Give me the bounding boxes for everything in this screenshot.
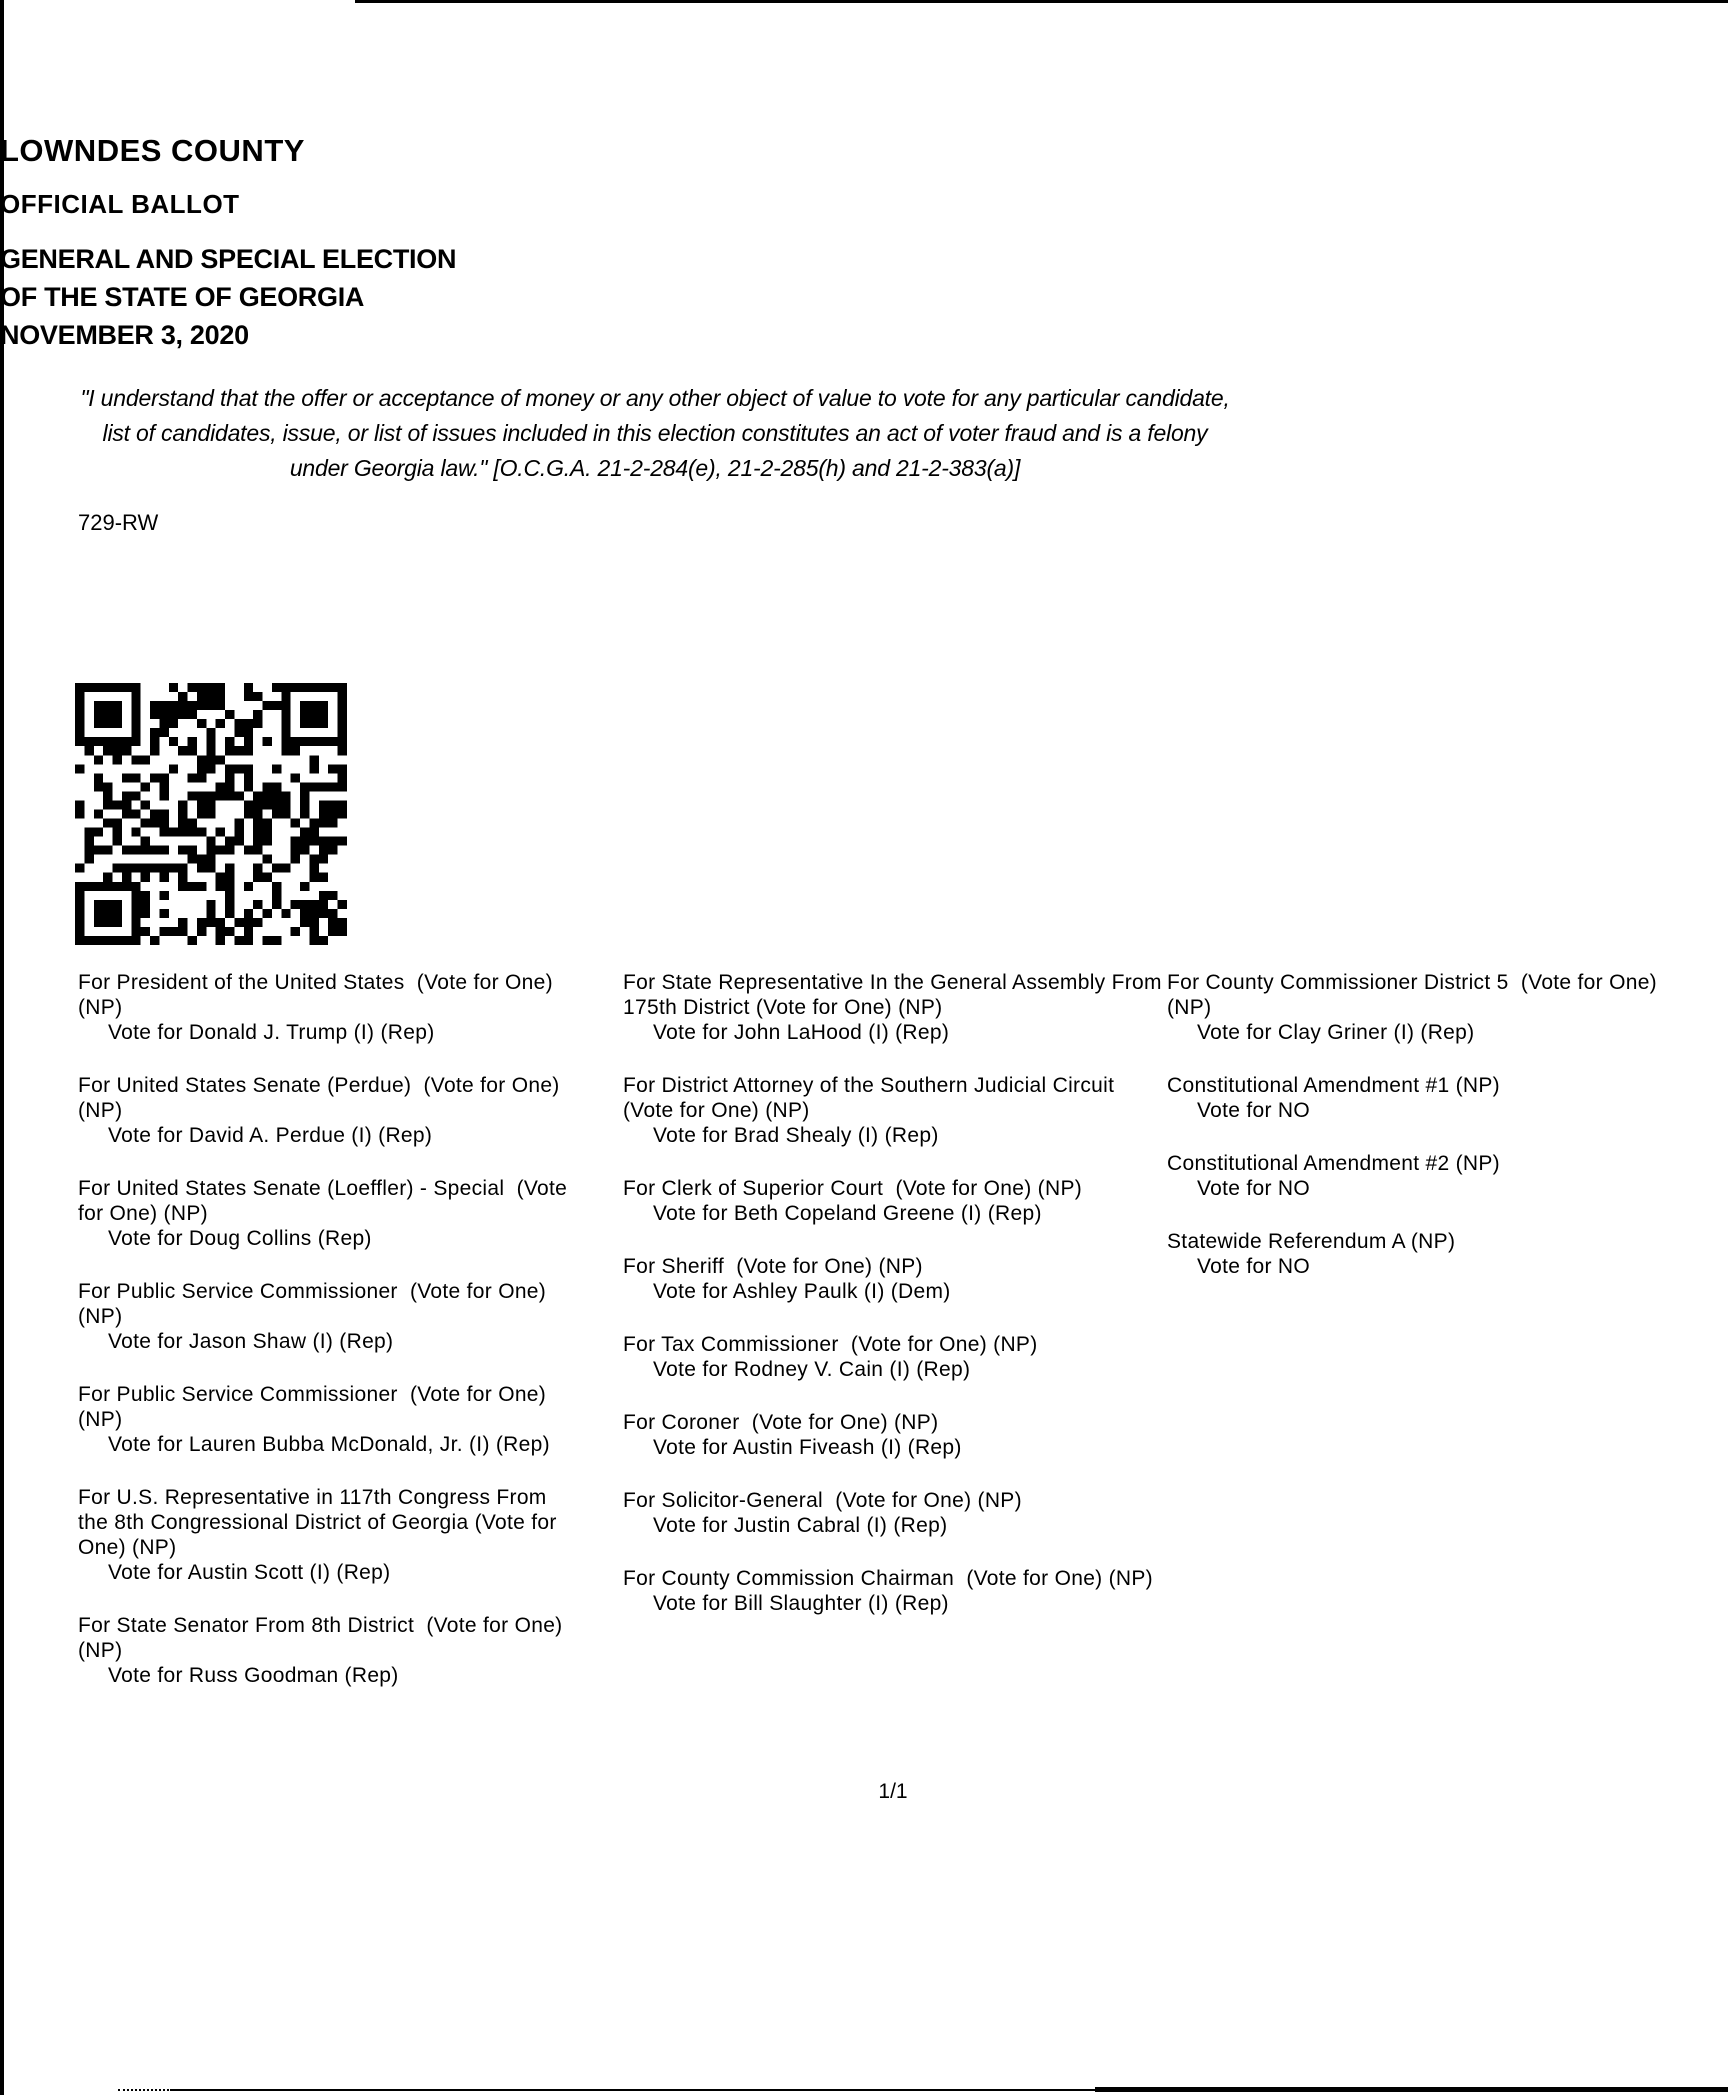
contest-selection: Vote for Austin Fiveash (I) (Rep)	[653, 1436, 962, 1459]
contest-selection: Vote for Russ Goodman (Rep)	[108, 1664, 399, 1687]
contest-title: For Tax Commissioner (Vote for One) (NP)	[623, 1333, 1038, 1356]
ballot-column-3	[1167, 970, 1704, 1307]
ballot-column-1	[78, 970, 578, 1716]
page-number: 1/1	[878, 1780, 908, 1803]
contest-item	[78, 1613, 578, 1688]
contest-title: For Solicitor-General (Vote for One) (NP)	[623, 1489, 1022, 1512]
contest-title: For United States Senate (Loeffler) - Special (Vote for One) (NP)	[78, 1177, 574, 1225]
contest-title: Statewide Referendum A (NP)	[1167, 1230, 1456, 1253]
contest-title: For U.S. Representative in 117th Congress From the 8th Congressional District of Georgia (Vote for One) (NP)	[78, 1486, 563, 1559]
contest-title: For District Attorney of the Southern Judicial Circuit (Vote for One) (NP)	[623, 1074, 1127, 1122]
contest-item	[623, 1176, 1163, 1226]
contest-selection: Vote for NO	[1197, 1099, 1311, 1122]
contest-selection: Vote for Justin Cabral (I) (Rep)	[653, 1514, 948, 1537]
county-title: LOWNDES COUNTY	[0, 133, 305, 168]
contest-item	[78, 970, 578, 1045]
contest-item	[78, 1073, 578, 1148]
contest-title: For County Commission Chairman (Vote for One) (NP)	[623, 1567, 1153, 1590]
qr-code-image	[75, 683, 347, 945]
contest-selection: Vote for Jason Shaw (I) (Rep)	[108, 1330, 394, 1353]
contest-selection: Vote for Bill Slaughter (I) (Rep)	[653, 1592, 949, 1615]
contest-title: Constitutional Amendment #2 (NP)	[1167, 1152, 1500, 1175]
contest-title: For Coroner (Vote for One) (NP)	[623, 1411, 939, 1434]
disclaimer-line: list of candidates, issue, or list of issues included in this election constitutes an act of voter fraud and is a felony	[102, 420, 1208, 446]
contest-selection: Vote for Rodney V. Cain (I) (Rep)	[653, 1358, 971, 1381]
contest-item	[623, 1254, 1163, 1304]
ballot-column-2	[623, 970, 1168, 1644]
contest-title: For Public Service Commissioner (Vote for One) (NP)	[78, 1383, 553, 1431]
contest-title: For President of the United States (Vote for One) (NP)	[78, 971, 560, 1019]
contest-selection: Vote for NO	[1197, 1177, 1311, 1200]
scan-edge-top	[355, 0, 1728, 3]
contest-title: For County Commissioner District 5 (Vote for One) (NP)	[1167, 971, 1664, 1019]
contest-item	[78, 1485, 578, 1585]
contest-selection: Vote for Austin Scott (I) (Rep)	[108, 1561, 391, 1584]
contest-item	[1167, 1151, 1704, 1201]
election-title	[0, 240, 1310, 354]
contest-title: For State Senator From 8th District (Vote for One) (NP)	[78, 1614, 569, 1662]
ballot-type-title: OFFICIAL BALLOT	[0, 189, 240, 219]
contest-title: Constitutional Amendment #1 (NP)	[1167, 1074, 1500, 1097]
contest-item	[1167, 970, 1704, 1045]
voter-fraud-disclaimer	[30, 381, 1280, 486]
contest-item	[623, 1410, 1163, 1460]
scan-edge-bottom-dots	[118, 2089, 173, 2093]
contest-selection: Vote for John LaHood (I) (Rep)	[653, 1021, 950, 1044]
contest-selection: Vote for Doug Collins (Rep)	[108, 1227, 372, 1250]
contest-title: For United States Senate (Perdue) (Vote for One) (NP)	[78, 1074, 566, 1122]
contest-item	[1167, 1229, 1704, 1279]
scan-edge-bottom-thin	[170, 2089, 1100, 2091]
disclaimer-line: under Georgia law." [O.C.G.A. 21-2-284(e), 21-2-285(h) and 21-2-383(a)]	[289, 455, 1021, 481]
contest-item	[1167, 1073, 1704, 1123]
contest-item	[78, 1382, 578, 1457]
contest-title: For Public Service Commissioner (Vote for One) (NP)	[78, 1280, 553, 1328]
contest-item	[623, 1073, 1163, 1148]
contest-item	[623, 1488, 1163, 1538]
contest-selection: Vote for Lauren Bubba McDonald, Jr. (I) (Rep)	[108, 1433, 550, 1456]
scan-edge-bottom-thick	[1095, 2087, 1728, 2092]
qr-code-icon	[75, 683, 347, 945]
contest-item	[78, 1176, 578, 1251]
contest-selection: Vote for Beth Copeland Greene (I) (Rep)	[653, 1202, 1042, 1225]
election-name-line2: OF THE STATE OF GEORGIA	[0, 282, 365, 312]
contest-title: For Clerk of Superior Court (Vote for One) (NP)	[623, 1177, 1083, 1200]
contest-title: For Sheriff (Vote for One) (NP)	[623, 1255, 923, 1278]
contest-item	[78, 1279, 578, 1354]
disclaimer-line: "I understand that the offer or acceptance of money or any other object of value to vote for any particular candidate,	[80, 385, 1230, 411]
contest-selection: Vote for Donald J. Trump (I) (Rep)	[108, 1021, 435, 1044]
contest-selection: Vote for NO	[1197, 1255, 1311, 1278]
contest-selection: Vote for Clay Griner (I) (Rep)	[1197, 1021, 1475, 1044]
ballot-style-code: 729-RW	[78, 510, 159, 535]
contest-item	[623, 970, 1168, 1045]
contest-selection: Vote for David A. Perdue (I) (Rep)	[108, 1124, 433, 1147]
contest-item	[623, 1332, 1163, 1382]
contest-item	[623, 1566, 1163, 1616]
contest-title: For State Representative In the General Assembly From 175th District (Vote for One) (NP)	[623, 971, 1168, 1019]
election-date: NOVEMBER 3, 2020	[0, 320, 249, 350]
election-name-line1: GENERAL AND SPECIAL ELECTION	[0, 244, 457, 274]
contest-selection: Vote for Ashley Paulk (I) (Dem)	[653, 1280, 951, 1303]
contest-selection: Vote for Brad Shealy (I) (Rep)	[653, 1124, 939, 1147]
